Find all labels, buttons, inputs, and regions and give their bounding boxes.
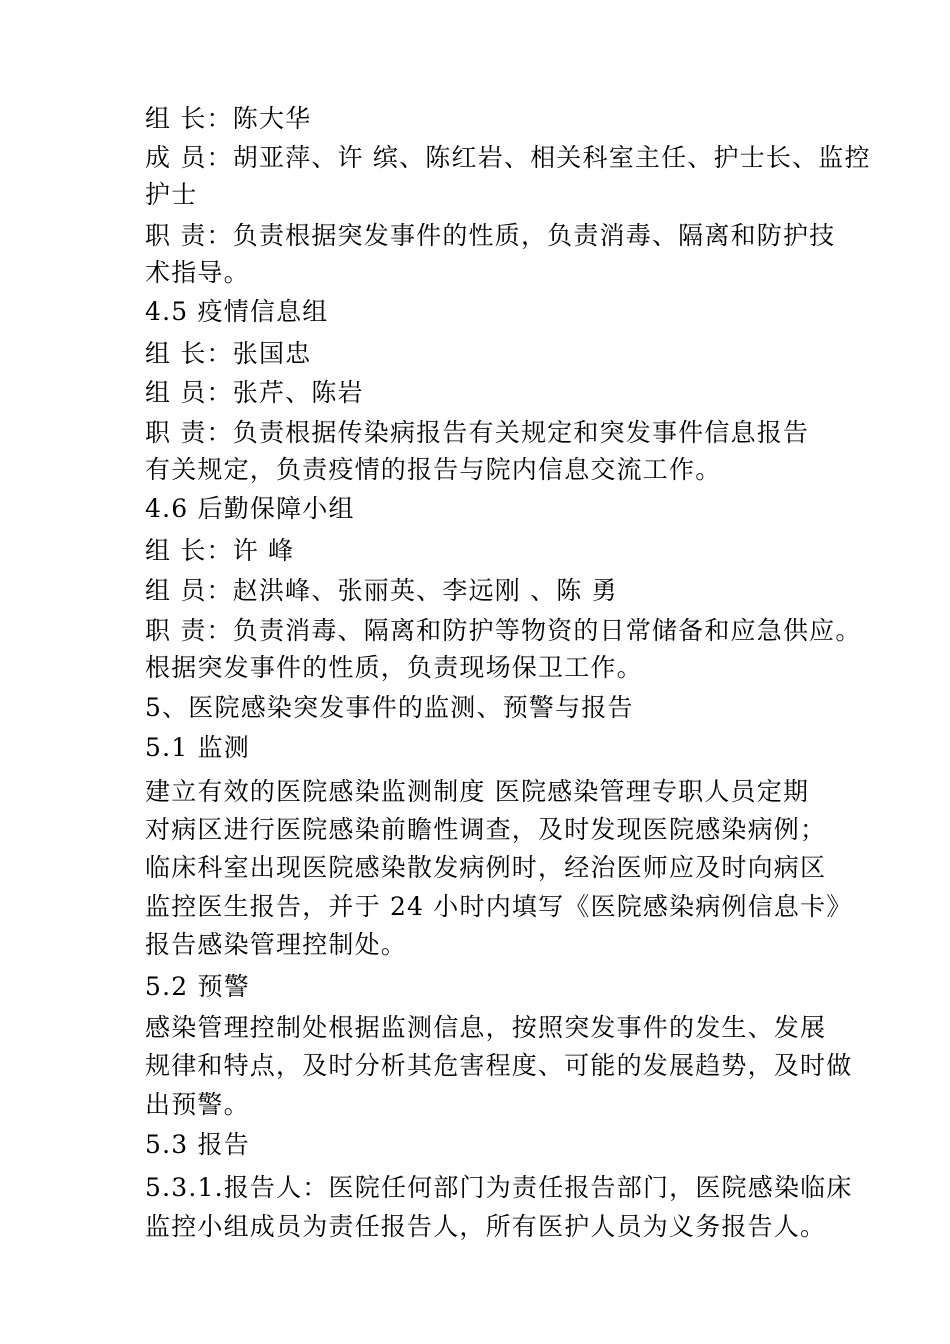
section-heading: 4.6 后勤保障小组 bbox=[145, 494, 355, 523]
section-heading: 5.1 监测 bbox=[145, 733, 250, 762]
text-line: 感染管理控制处根据监测信息，按照突发事件的发生、发展 bbox=[145, 1013, 827, 1042]
text-line: 5.3.1.报告人：医院任何部门为责任报告部门，医院感染临床 bbox=[145, 1173, 853, 1202]
text-line: 规律和特点，及时分析其危害程度、可能的发展趋势，及时做 bbox=[145, 1051, 853, 1080]
section-heading: 4.5 疫情信息组 bbox=[145, 297, 329, 326]
text-line: 成 员：胡亚萍、许 缤、陈红岩、相关科室主任、护士长、监控 bbox=[145, 143, 871, 172]
text-line: 对病区进行医院感染前瞻性调查，及时发现医院感染病例； bbox=[145, 815, 827, 844]
text-line: 职 责：负责根据突发事件的性质，负责消毒、隔离和防护技 bbox=[145, 221, 836, 250]
text-line: 建立有效的医院感染监测制度 医院感染管理专职人员定期 bbox=[145, 777, 810, 806]
section-heading: 5.3 报告 bbox=[145, 1130, 250, 1159]
section-heading: 5、医院感染突发事件的监测、预警与报告 bbox=[145, 693, 634, 722]
text-line: 术指导。 bbox=[145, 258, 250, 287]
text-line: 护士 bbox=[145, 180, 198, 209]
text-line: 组 长：许 峰 bbox=[145, 536, 295, 565]
text-line: 职 责：负责消毒、隔离和防护等物资的日常储备和应急供应。 bbox=[145, 616, 862, 645]
text-line: 监控医生报告，并于 24 小时内填写《医院感染病例信息卡》 bbox=[145, 892, 853, 921]
text-line: 组 员：张芹、陈岩 bbox=[145, 378, 364, 407]
text-line: 组 员：赵洪峰、张丽英、李远刚 、陈 勇 bbox=[145, 576, 618, 605]
text-line: 临床科室出现医院感染散发病例时，经治医师应及时向病区 bbox=[145, 853, 827, 882]
text-line: 职 责：负责根据传染病报告有关规定和突发事件信息报告 bbox=[145, 418, 810, 447]
text-line: 报告感染管理控制处。 bbox=[145, 930, 408, 959]
text-line: 有关规定，负责疫情的报告与院内信息交流工作。 bbox=[145, 455, 722, 484]
text-line: 根据突发事件的性质，负责现场保卫工作。 bbox=[145, 653, 643, 682]
text-line: 出预警。 bbox=[145, 1090, 250, 1119]
text-line: 组 长：陈大华 bbox=[145, 104, 312, 133]
section-heading: 5.2 预警 bbox=[145, 972, 250, 1001]
text-line: 组 长：张国忠 bbox=[145, 339, 312, 368]
text-line: 监控小组成员为责任报告人，所有医护人员为义务报告人。 bbox=[145, 1212, 827, 1241]
